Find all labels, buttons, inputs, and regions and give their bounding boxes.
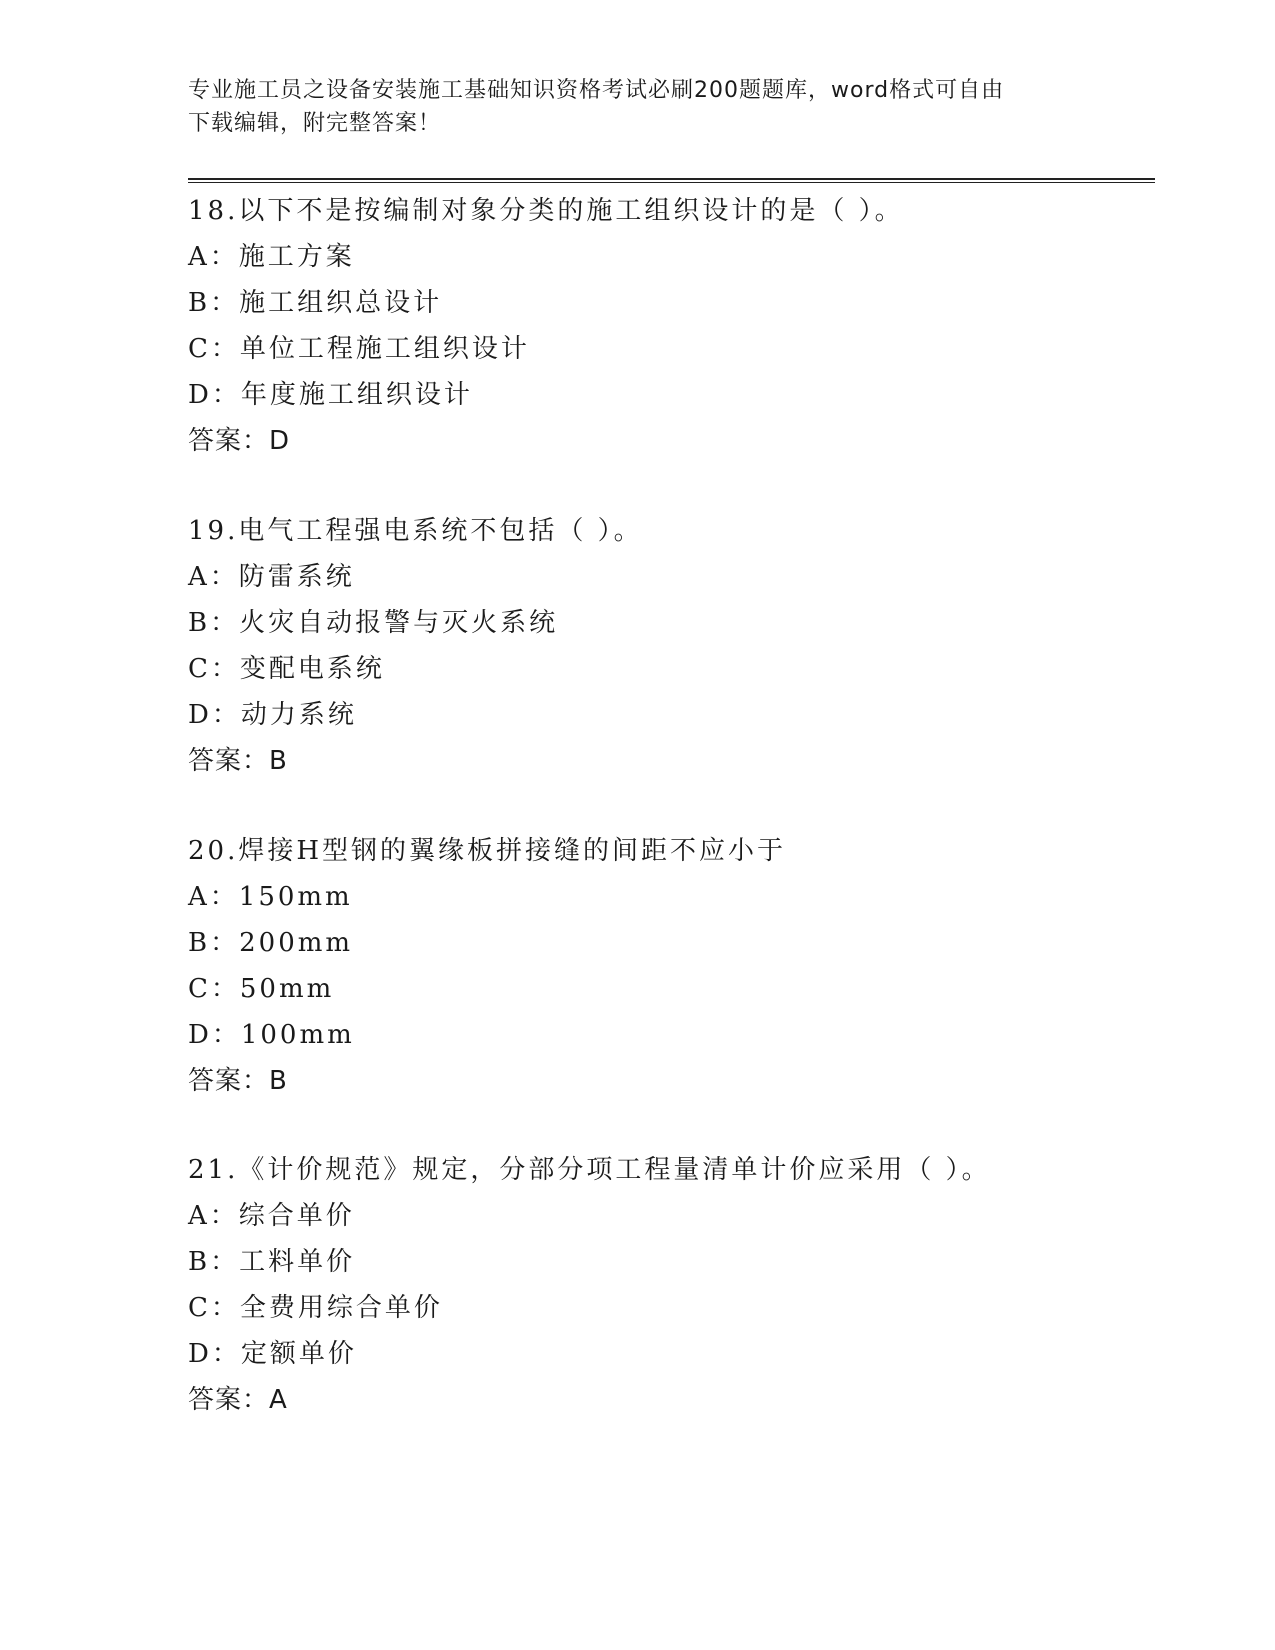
- option-d: D：年度施工组织设计: [188, 380, 473, 410]
- answer: 答案：B: [188, 1066, 288, 1096]
- question-20: [188, 828, 1148, 1104]
- document-header: [188, 74, 1088, 140]
- header-divider: [188, 178, 1155, 180]
- header-line-2: 下载编辑，附完整答案！: [188, 111, 442, 136]
- option-b: B：施工组织总设计: [188, 288, 443, 318]
- answer: 答案：B: [188, 746, 288, 776]
- option-d: D：动力系统: [188, 700, 357, 730]
- answer: 答案：D: [188, 426, 291, 456]
- option-b: B：火灾自动报警与灭火系统: [188, 608, 559, 638]
- option-d: D：100mm: [188, 1020, 355, 1050]
- option-c: C：全费用综合单价: [188, 1293, 443, 1323]
- question-stem: 19.电气工程强电系统不包括（ ）。: [188, 516, 643, 546]
- option-c: C：单位工程施工组织设计: [188, 334, 530, 364]
- option-a: A：综合单价: [188, 1201, 355, 1231]
- question-stem: 21.《计价规范》规定，分部分项工程量清单计价应采用（ ）。: [188, 1155, 991, 1185]
- question-stem: 20.焊接H型钢的翼缘板拼接缝的间距不应小于: [188, 836, 787, 866]
- header-line-1: 专业施工员之设备安装施工基础知识资格考试必刷200题题库，word格式可自由: [188, 78, 1005, 103]
- question-18: [188, 188, 1148, 464]
- option-a: A：防雷系统: [188, 562, 355, 592]
- option-a: A：施工方案: [188, 242, 355, 272]
- option-b: B：200mm: [188, 928, 354, 958]
- header-divider-thin: [188, 182, 1155, 183]
- question-19: [188, 508, 1148, 784]
- question-stem: 18.以下不是按编制对象分类的施工组织设计的是（ ）。: [188, 196, 904, 226]
- option-b: B：工料单价: [188, 1247, 356, 1277]
- option-c: C：50mm: [188, 974, 335, 1004]
- answer: 答案：A: [188, 1385, 288, 1415]
- option-a: A：150mm: [188, 882, 353, 912]
- option-c: C：变配电系统: [188, 654, 385, 684]
- question-21: [188, 1147, 1148, 1423]
- option-d: D：定额单价: [188, 1339, 357, 1369]
